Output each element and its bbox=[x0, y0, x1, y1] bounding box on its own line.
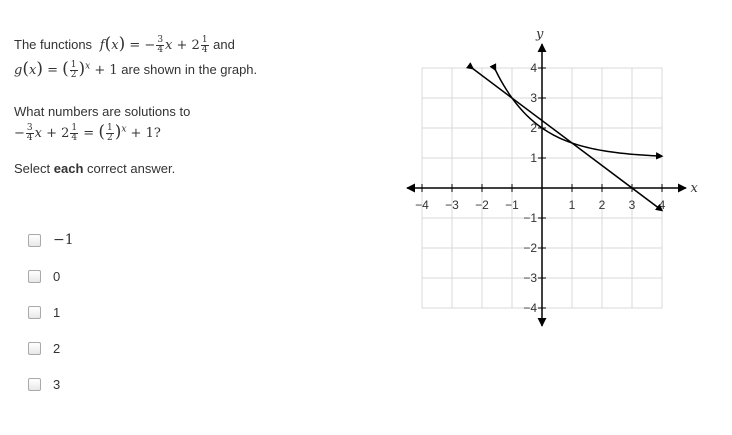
x-tick-label: 1 bbox=[568, 198, 576, 212]
x-tick-label: −4 bbox=[415, 198, 429, 212]
tick-labels bbox=[415, 27, 698, 315]
checkbox[interactable] bbox=[28, 342, 41, 355]
checkbox[interactable] bbox=[28, 234, 41, 247]
y-tick-label: 2 bbox=[530, 121, 537, 135]
x-axis-label: x bbox=[690, 181, 698, 196]
choice-1[interactable] bbox=[28, 302, 60, 322]
x-tick-label: −1 bbox=[505, 198, 519, 212]
choice-neg-1[interactable] bbox=[28, 230, 74, 250]
y-tick-label: −3 bbox=[523, 271, 537, 285]
y-tick-label: 1 bbox=[530, 151, 537, 165]
instruction-emphasis: each bbox=[53, 161, 84, 176]
choice-0[interactable] bbox=[28, 266, 60, 286]
x-tick-label: 4 bbox=[658, 198, 666, 212]
x-tick-label: 3 bbox=[628, 198, 636, 212]
axes bbox=[407, 44, 686, 326]
x-tick-label: −2 bbox=[475, 198, 489, 212]
series bbox=[473, 69, 662, 211]
x-tick-label: −3 bbox=[445, 198, 459, 212]
shown-text: are shown in the graph. bbox=[121, 62, 258, 77]
function-graph bbox=[395, 25, 705, 335]
f-line bbox=[473, 69, 662, 211]
y-tick-label: −4 bbox=[523, 301, 537, 315]
prompt-text: What numbers are solutions to bbox=[14, 104, 191, 119]
choice-label: 3 bbox=[53, 376, 61, 392]
y-tick-label: 4 bbox=[530, 61, 537, 75]
equation: − $\frac{3}{4}$ x + 2 $\frac{1}{4}$ = ( $\frac{1}{2}$ )$^x$ + 1? bbox=[14, 122, 161, 143]
g-line bbox=[14, 59, 257, 80]
checkbox[interactable] bbox=[28, 378, 41, 391]
y-axis-label: y bbox=[536, 27, 544, 42]
g-definition: g(x) = ( $\frac{1}{2}$ )$^x$ + 1 bbox=[14, 59, 118, 80]
and-text: and bbox=[213, 37, 235, 52]
x-tick-label: 2 bbox=[598, 198, 606, 212]
checkbox[interactable] bbox=[28, 306, 41, 319]
y-tick-label: −2 bbox=[523, 241, 537, 255]
choice-label: −1 bbox=[53, 232, 74, 248]
choice-label: 0 bbox=[53, 268, 61, 284]
functions-intro bbox=[14, 34, 235, 55]
choice-2[interactable] bbox=[28, 338, 60, 358]
checkbox[interactable] bbox=[28, 270, 41, 283]
y-tick-label: −1 bbox=[523, 211, 537, 225]
choice-3[interactable] bbox=[28, 374, 60, 394]
intro-text: The functions bbox=[14, 37, 93, 52]
choice-label: 2 bbox=[53, 340, 61, 356]
choice-label: 1 bbox=[53, 304, 61, 320]
g-curve bbox=[496, 70, 663, 156]
y-tick-label: 3 bbox=[530, 91, 537, 105]
instruction: Select each correct answer. bbox=[14, 161, 176, 176]
f-definition: f(x) = − $\frac{3}{4}$ x + 2 $\frac{1}{4}$ bbox=[95, 34, 208, 55]
